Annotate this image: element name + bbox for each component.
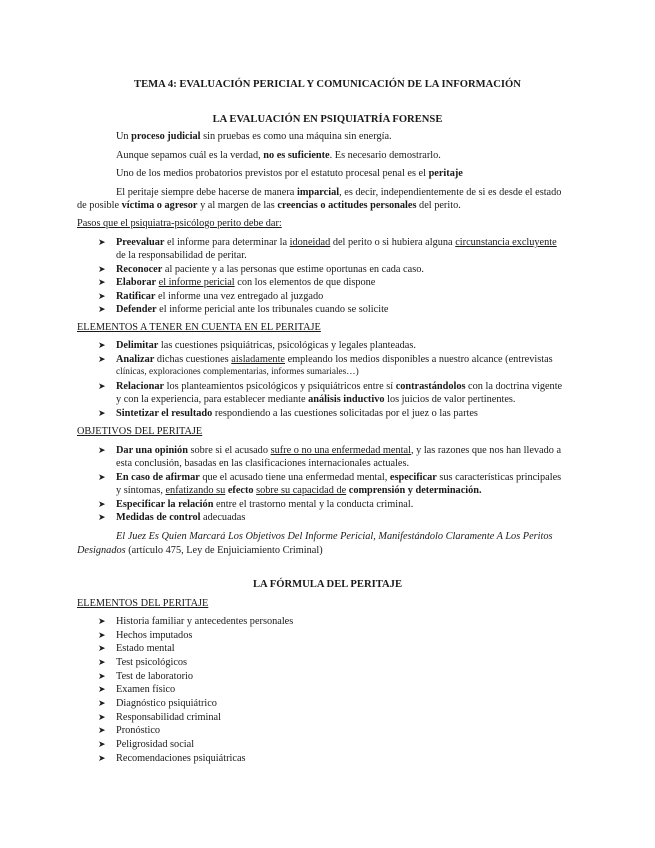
section-heading-evaluacion: LA EVALUACIÓN EN PSIQUIATRÍA FORENSE [212,114,443,125]
arrow-bullet-icon: ➤ [98,291,106,301]
elementos-peritaje-item: Historia familiar y antecedentes personales [116,616,294,627]
elementos-item-analizar-cont: clínicas, exploraciones complementarias, informes sumariales…) [116,367,359,377]
objetivos-item-afirmar-cont: y síntomas, enfatizando su efecto sobre su capacidad de comprensión y determinación. [116,485,482,496]
arrow-bullet-icon: ➤ [98,725,106,736]
elementos-peritaje-heading: ELEMENTOS DEL PERITAJE [77,598,209,609]
arrow-bullet-icon: ➤ [98,340,106,350]
arrow-bullet-icon: ➤ [98,643,106,654]
arrow-bullet-icon: ➤ [98,304,106,314]
paragraph-imparcial-line2: de posible víctima o agresor y al margen de las creencias o actitudes personales del perito. [77,200,461,211]
elementos-peritaje-item: Peligrosidad social [116,738,195,750]
objetivos-item-opinion-cont: esta conclusión, basadas en las clasificaciones internacionales actuales. [116,458,410,469]
pasos-item-reconocer: Reconocer al paciente y a las personas que estime oportunas en cada caso. [116,264,424,275]
arrow-bullet-icon: ➤ [98,354,106,364]
elementos-item-sintetizar: Sintetizar el resultado respondiendo a las cuestiones solicitadas por el juez o las partes [116,408,478,419]
paragraph-imparcial-line1: El peritaje siempre debe hacerse de manera imparcial, es decir, independientemente de si es desde el estado [116,187,562,198]
arrow-bullet-icon: ➤ [98,616,106,626]
pasos-item-ratificar: Ratificar el informe una vez entregado al juzgado [116,291,324,302]
paragraph-verdad: Aunque sepamos cuál es la verdad, no es suficiente. Es necesario demostrarlo. [116,150,441,161]
arrow-bullet-icon: ➤ [98,738,106,749]
arrow-bullet-icon: ➤ [98,657,106,667]
pasos-heading: Pasos que el psiquiatra-psicólogo perito debe dar: [77,218,282,229]
elementos-peritaje-item: Examen físico [116,684,176,696]
pasos-item-preevaluar: Preevaluar el informe para determinar la idoneidad del perito o si hubiera alguna circunstancia excluyente [116,237,557,248]
quote-juez-line2: Designados (artículo 475, Ley de Enjuiciamiento Criminal) [77,545,323,556]
objetivos-item-opinion: Dar una opinión sobre si el acusado sufre o no una enfermedad mental, y las razones que nos han llevado a [116,445,562,456]
elementos-item-analizar: Analizar dichas cuestiones aisladamente empleando los medios disponibles a nuestro alcance (entrevistas [116,354,553,365]
elementos-peritaje-item: Recomendaciones psiquiátricas [116,752,246,764]
elementos-tener-heading: ELEMENTOS A TENER EN CUENTA EN EL PERITAJE [77,322,321,333]
elementos-peritaje-item: Pronóstico [116,725,161,737]
arrow-bullet-icon: ➤ [98,711,106,722]
arrow-bullet-icon: ➤ [98,512,106,522]
paragraph-medios-probatorios: Uno de los medios probatorios previstos por el estatuto procesal penal es el peritaje [116,168,463,179]
elementos-peritaje-item: Estado mental [116,643,175,655]
quote-juez-line1: El Juez Es Quien Marcará Los Objetivos Del Informe Pericial, Manifestándolo Claramente A Los Peritos [116,531,553,542]
elementos-item-delimitar: Delimitar las cuestiones psiquiátricas, psicológicas y legales planteadas. [116,340,416,351]
arrow-bullet-icon: ➤ [98,277,106,287]
paragraph-proceso-judicial: Un proceso judicial sin pruebas es como una máquina sin energía. [116,131,392,142]
objetivos-item-relacion: Especificar la relación entre el trastorno mental y la conducta criminal. [116,499,414,510]
elementos-peritaje-item: Test de laboratorio [116,670,194,682]
arrow-bullet-icon: ➤ [98,408,106,418]
arrow-bullet-icon: ➤ [98,670,106,681]
pasos-item-elaborar: Elaborar el informe pericial con los elementos de que dispone [116,277,376,288]
objetivos-item-medidas: Medidas de control adecuadas [116,512,246,523]
arrow-bullet-icon: ➤ [98,264,106,274]
elementos-peritaje-item: Diagnóstico psiquiátrico [116,697,217,709]
arrow-bullet-icon: ➤ [98,684,106,695]
elementos-peritaje-item: Test psicológicos [116,657,188,668]
arrow-bullet-icon: ➤ [98,445,106,455]
objetivos-heading: OBJETIVOS DEL PERITAJE [77,426,203,437]
objetivos-item-afirmar: En caso de afirmar que el acusado tiene una enfermedad mental, especificar sus características principales [116,472,562,483]
elementos-peritaje-item: Responsabilidad criminal [116,711,221,723]
arrow-bullet-icon: ➤ [98,752,106,763]
elementos-peritaje-item: Hechos imputados [116,629,193,641]
arrow-bullet-icon: ➤ [98,697,106,708]
arrow-bullet-icon: ➤ [98,237,106,247]
arrow-bullet-icon: ➤ [98,499,106,509]
elementos-item-relacionar: Relacionar los planteamientos psicológicos y psiquiátricos entre sí contrastándolos con la doctrina vigente [116,381,563,392]
section-heading-formula: LA FÓRMULA DEL PERITAJE [252,579,403,590]
arrow-bullet-icon: ➤ [98,472,106,482]
arrow-bullet-icon: ➤ [98,629,106,640]
pasos-item-preevaluar-cont: de la responsabilidad de peritar. [116,250,247,261]
document-title: TEMA 4: EVALUACIÓN PERICIAL Y COMUNICACIÓN DE LA INFORMACIÓN [134,79,521,90]
elementos-item-relacionar-cont: y con la experiencia, para establecer mediante análisis inductivo los juicios de valor pertinentes. [116,394,516,405]
arrow-bullet-icon: ➤ [98,381,106,391]
pasos-item-defender: Defender el informe pericial ante los tribunales cuando se solicite [116,304,389,315]
